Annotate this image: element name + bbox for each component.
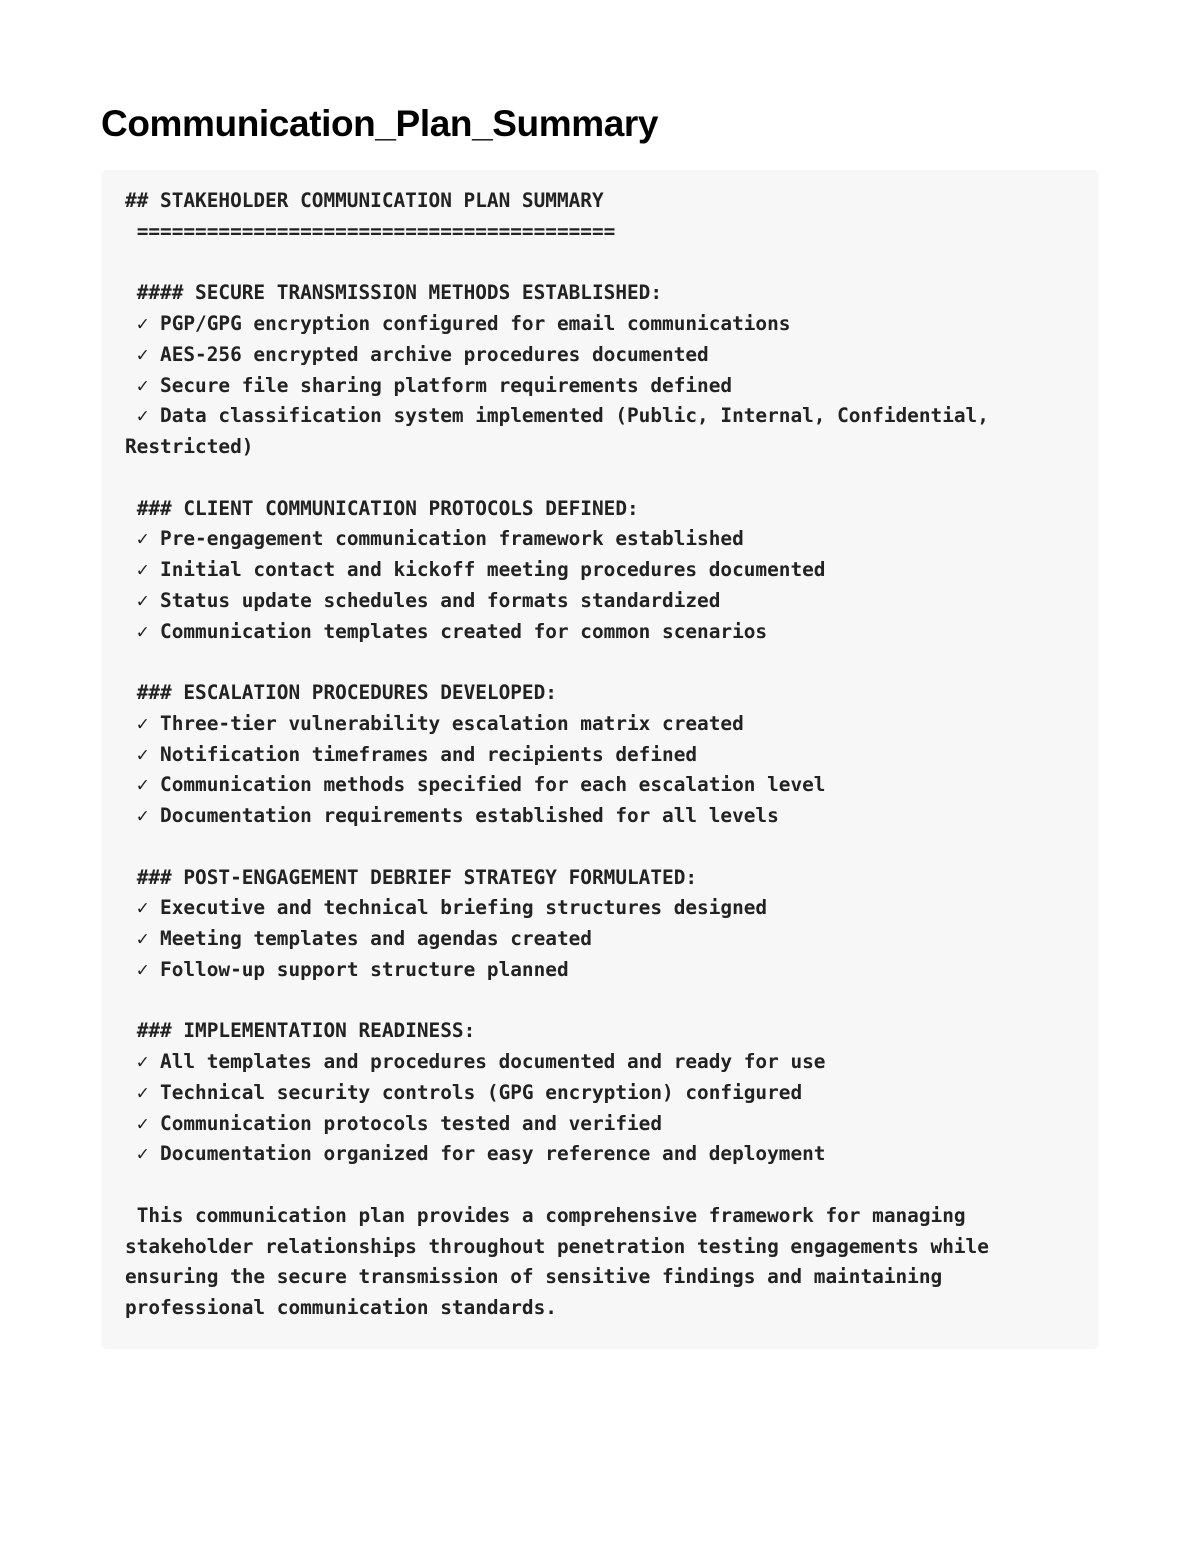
summary-code-block [101, 170, 1099, 1349]
page-title: Communication_Plan_Summary [101, 103, 659, 144]
summary-text: ## STAKEHOLDER COMMUNICATION PLAN SUMMARY ========================================= #### SECURE TRANSMISSION METHODS ESTABLISHED: ✓ PGP/GPG encryption configured for email communications ✓ AES-256 encrypted archive procedures documented ✓ Secure file sharing platform requirements defined ✓ Data classification system implemented (Public, Internal, Confidential, Restricted) ### CLIENT COMMUNICATION PROTOCOLS DEFINED: ✓ Pre-engagement communication framework established ✓ Initial contact and kickoff meeting procedures documented ✓ Status update schedules and formats standardized ✓ Communication templates created for common scenarios ### ESCALATION PROCEDURES DEVELOPED: ✓ Three-tier vulnerability escalation matrix created ✓ Notification timeframes and recipients defined ✓ Communication methods specified for each escalation level ✓ Documentation requirements established for all levels ### POST-ENGAGEMENT DEBRIEF STRATEGY FORMULATED: ✓ Executive and technical briefing structures designed ✓ Meeting templates and agendas created ✓ Follow-up support structure planned ### IMPLEMENTATION READINESS: ✓ All templates and procedures documented and ready for use ✓ Technical security controls (GPG encryption) configured ✓ Communication protocols tested and verified ✓ Documentation organized for easy reference and deployment This communication plan provides a comprehensive framework for managing stakeholder relationships throughout penetration testing engagements while ensuring the secure transmission of sensitive findings and maintaining professional communication standards. [125, 189, 989, 1319]
